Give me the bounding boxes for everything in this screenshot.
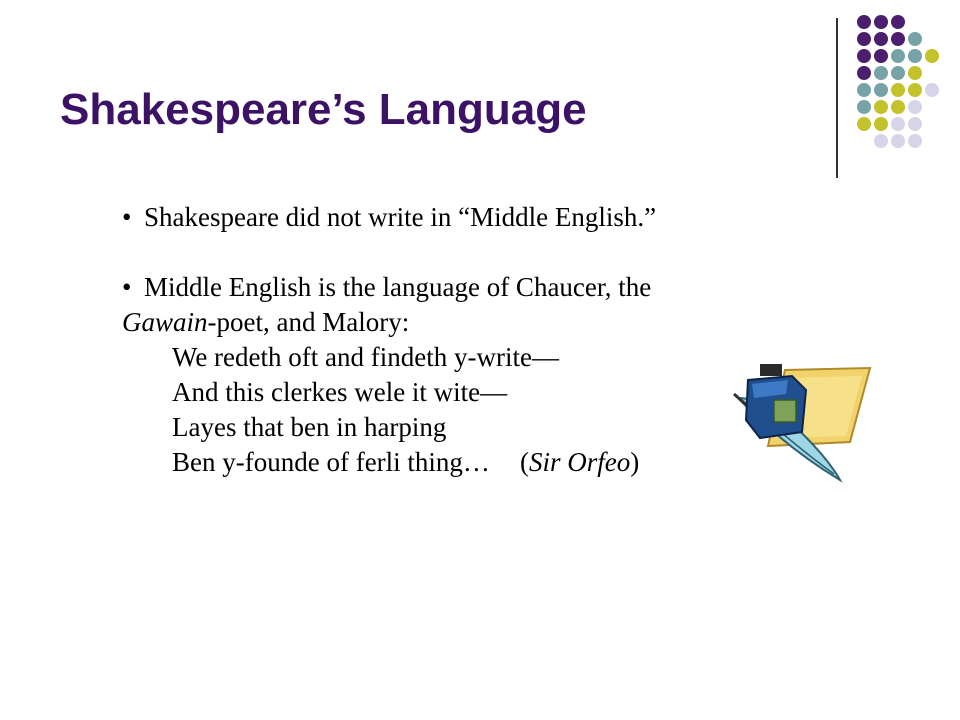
poem-line: Layes that ben in harping	[172, 412, 447, 442]
bullet-text-2b: -poet, and Malory:	[207, 307, 410, 337]
slide-title: Shakespeare’s Language	[60, 85, 587, 134]
bullet-item	[122, 270, 862, 305]
bullet-text-1: Shakespeare did not write in “Middle English.”	[144, 202, 657, 232]
bullet-continuation	[122, 305, 862, 340]
poem-line: And this clerkes wele it wite—	[172, 377, 508, 407]
citation: (Sir Orfeo)	[519, 447, 640, 477]
ink-bottle-and-quill-icon	[730, 350, 880, 490]
bullet-mark: •	[122, 202, 132, 232]
gawain-italic: Gawain	[122, 307, 208, 337]
bullet-mark: •	[122, 272, 132, 302]
bullet-text-2a: Middle English is the language of Chaucer, the	[144, 272, 652, 302]
citation-title: Sir Orfeo	[528, 447, 631, 477]
decorative-dot-grid	[0, 0, 960, 170]
bullet-item	[122, 200, 862, 235]
poem-line-text: Ben y-founde of ferli thing…	[172, 447, 490, 477]
poem-line: We redeth oft and findeth y-write—	[172, 342, 559, 372]
